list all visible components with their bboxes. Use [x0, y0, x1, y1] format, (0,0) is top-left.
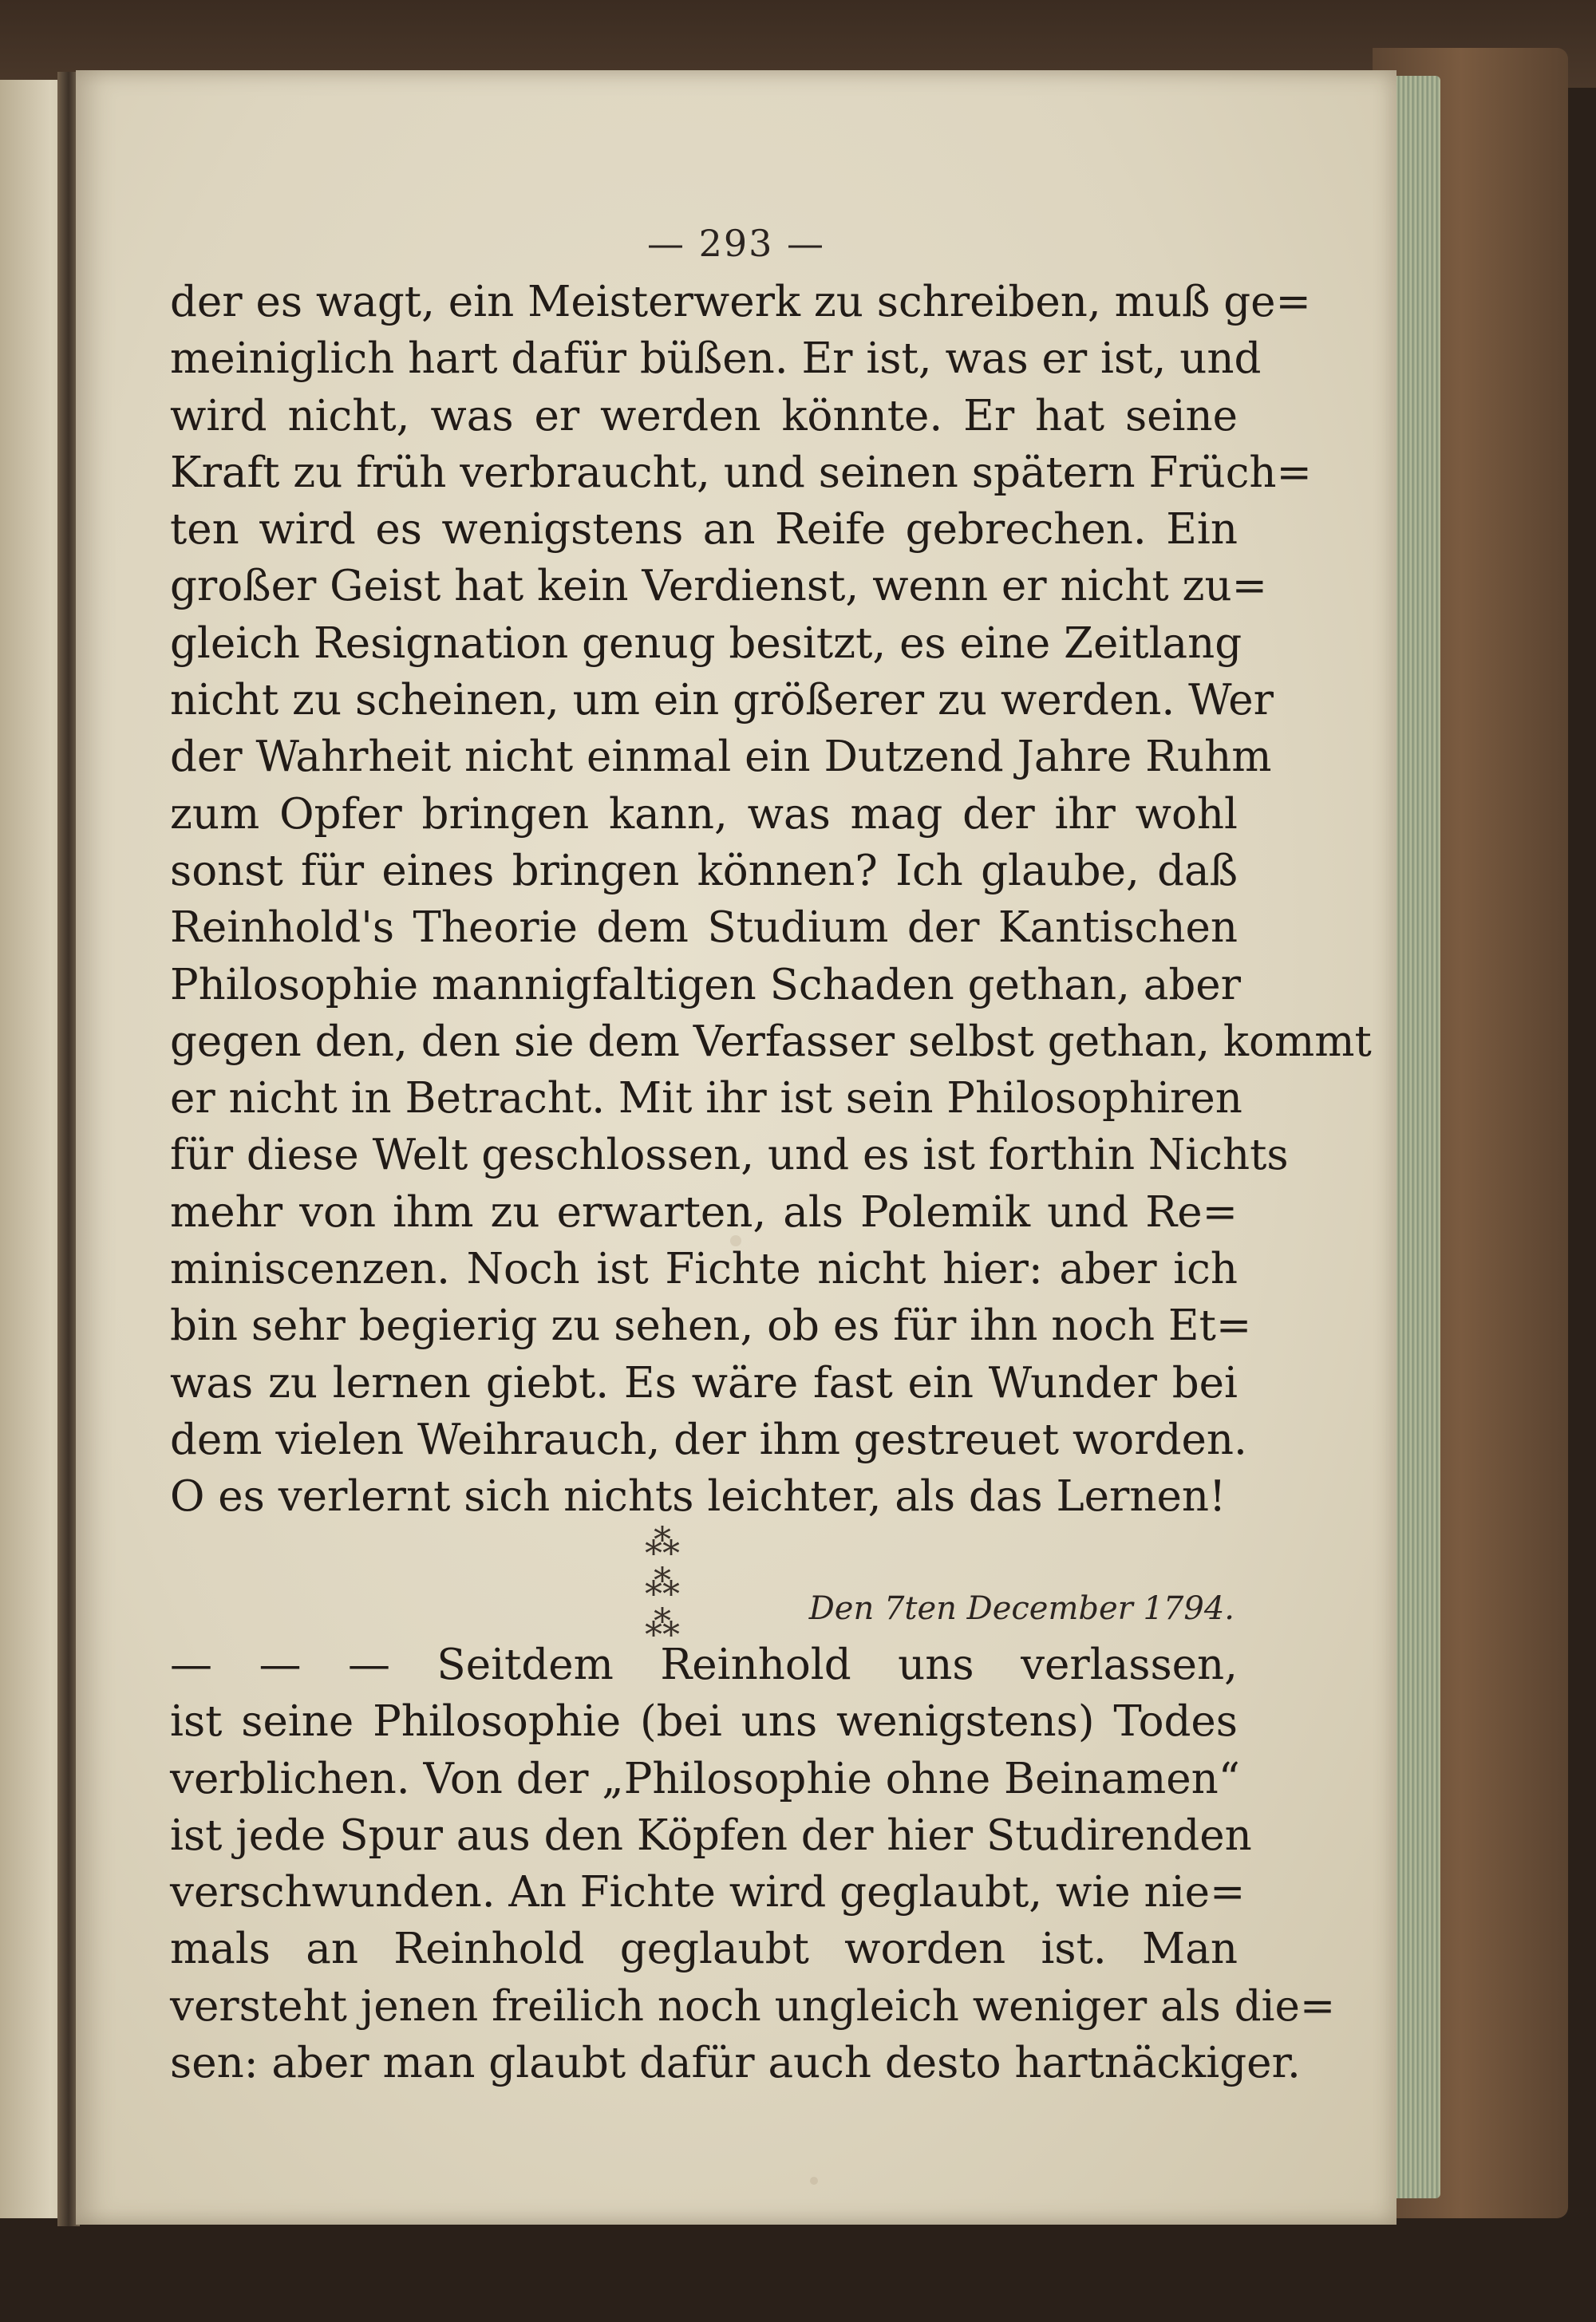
text-line: sonst für eines bringen können? Ich glaube, daß [170, 846, 1238, 895]
text-line: mals an Reinhold geglaubt worden ist. Man [170, 1925, 1238, 1974]
text-line: miniscenzen. Noch ist Fichte nicht hier: aber ich [170, 1245, 1238, 1294]
page-number: — 293 — [646, 222, 826, 265]
text-line: sen: aber man glaubt dafür auch desto hartnäckiger. [170, 2039, 1301, 2088]
dateline: Den 7ten December 1794. [808, 1590, 1235, 1627]
text-line: ist seine Philosophie (bei uns wenigstens) Todes [170, 1697, 1238, 1747]
text-line: ten wird es wenigstens an Reife gebrechen. Ein [170, 505, 1238, 555]
text-line: gegen den, den sie dem Verfasser selbst gethan, kommt [170, 1017, 1372, 1066]
text-line: versteht jenen freilich noch ungleich weniger als die= [170, 1981, 1336, 2031]
text-line: mehr von ihm zu erwarten, als Polemik und Re= [170, 1187, 1238, 1237]
text-line: meiniglich hart dafür büßen. Er ist, was er ist, und [170, 334, 1262, 384]
text-line: verblichen. Von der „Philosophie ohne Beinamen“ [170, 1754, 1240, 1803]
text-line: bin sehr begierig zu sehen, ob es für ihn noch Et= [170, 1301, 1252, 1351]
text-line: der es wagt, ein Meisterwerk zu schreiben, muß ge= [170, 278, 1311, 326]
text-line: — — — Seitdem Reinhold uns verlassen, [170, 1641, 1238, 1689]
text-line: ist jede Spur aus den Köpfen der hier Studirenden [170, 1811, 1252, 1860]
text-line: dem vielen Weihrauch, der ihm gestreuet worden. [170, 1415, 1247, 1464]
text-line: Philosophie mannigfaltigen Schaden gethan, aber [170, 960, 1242, 1009]
paragraph-1 [170, 274, 1372, 1526]
right-page [76, 70, 1396, 2225]
text-line: der Wahrheit nicht einmal ein Dutzend Jahre Ruhm [170, 733, 1272, 782]
paragraph-2 [170, 1637, 1336, 2091]
text-line: Kraft zu früh verbraucht, und seinen spätern Früch= [170, 448, 1312, 497]
section-separator: ⁂ ⁂ ⁂ [645, 1522, 768, 1645]
text-line: Reinhold's Theorie dem Studium der Kantischen [170, 903, 1238, 953]
foxing-spot [810, 2177, 818, 2185]
text-line: nicht zu scheinen, um ein größerer zu werden. Wer [170, 676, 1274, 725]
text-line: verschwunden. An Fichte wird geglaubt, wie nie= [170, 1868, 1246, 1917]
text-line: gleich Resignation genug besitzt, es eine Zeitlang [170, 618, 1242, 668]
text-line: zum Opfer bringen kann, was mag der ihr wohl [170, 789, 1238, 839]
text-line: er nicht in Betracht. Mit ihr ist sein Philosophiren [170, 1074, 1242, 1123]
text-line: wird nicht, was er werden könnte. Er hat seine [170, 391, 1238, 440]
text-line: für diese Welt geschlossen, und es ist forthin Nichts [170, 1131, 1289, 1180]
text-line: was zu lernen giebt. Es wäre fast ein Wunder bei [170, 1358, 1238, 1408]
text-line: großer Geist hat kein Verdienst, wenn er nicht zu= [170, 562, 1267, 611]
text-line: O es verlernt sich nichts leichter, als das Lernen! [170, 1472, 1227, 1522]
